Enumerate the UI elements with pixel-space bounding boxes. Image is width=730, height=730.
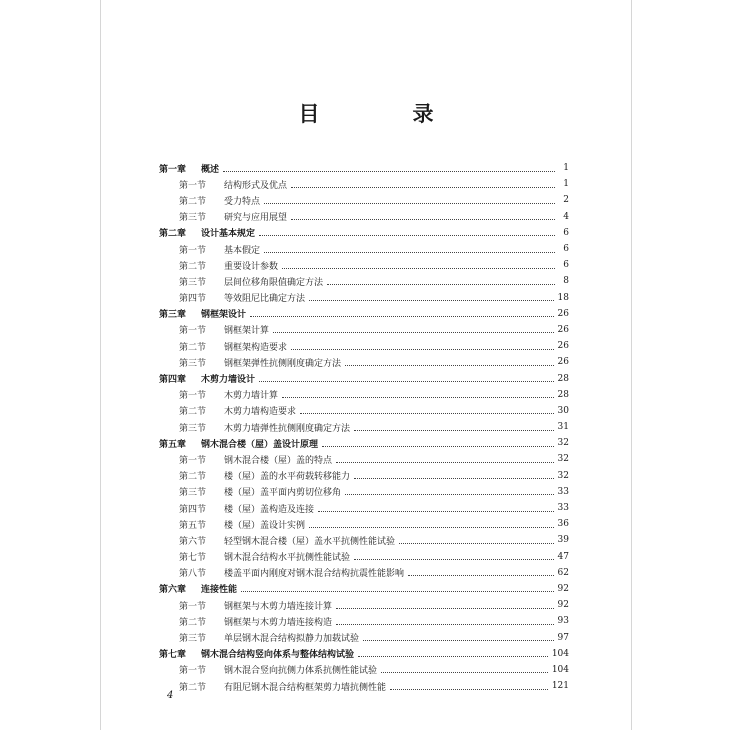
toc-entry-page: 4	[563, 211, 569, 222]
toc-entry-number: 第二节	[179, 196, 207, 207]
dot-leader	[327, 284, 555, 285]
toc-section-row	[159, 273, 569, 289]
toc-entry-page: 28	[557, 373, 569, 384]
toc-section-row	[159, 387, 569, 403]
toc-entry-number: 第五章	[159, 439, 187, 450]
toc-entry-title: 层间位移角限值确定方法	[224, 277, 324, 288]
toc-entry-number: 第四节	[179, 294, 207, 305]
toc-entry-page: 30	[557, 405, 569, 416]
toc-section-row	[159, 629, 569, 645]
toc-entry-number: 第六章	[159, 585, 187, 596]
toc-entry-title: 钢框架计算	[224, 326, 270, 337]
toc-entry-title: 概述	[201, 164, 220, 175]
dot-leader	[241, 591, 554, 592]
toc-section-row	[159, 176, 569, 192]
toc-entry-number: 第三章	[159, 310, 187, 321]
toc-section-row	[159, 322, 569, 338]
toc-section-row	[159, 662, 569, 678]
toc-entry-number: 第二节	[179, 342, 207, 353]
toc-section-row	[159, 484, 569, 500]
toc-entry-page: 93	[557, 616, 569, 627]
footer-page-number: 4	[167, 690, 174, 701]
toc-section-row	[159, 565, 569, 581]
toc-entry-page: 26	[557, 324, 569, 335]
dot-leader	[291, 219, 555, 220]
toc-entry-number: 第一节	[179, 180, 207, 191]
toc-section-row	[159, 257, 569, 273]
toc-entry-title: 钢框架弹性抗侧刚度确定方法	[224, 358, 342, 369]
toc-entry-number: 第五节	[179, 520, 207, 531]
dot-leader	[223, 171, 555, 172]
dot-leader	[354, 430, 554, 431]
toc-entry-page: 6	[563, 260, 569, 271]
dot-leader	[291, 349, 554, 350]
toc-entry-number: 第一节	[179, 455, 207, 466]
toc-entry-page: 33	[557, 486, 569, 497]
toc-entry-page: 26	[557, 341, 569, 352]
toc-chapter-row	[159, 306, 569, 322]
toc-entry-number: 第四章	[159, 375, 187, 386]
dot-leader	[345, 494, 554, 495]
dot-leader	[354, 559, 554, 560]
toc-entry-number: 第三节	[179, 423, 207, 434]
toc-entry-number: 第三节	[179, 634, 207, 645]
toc-entry-page: 33	[557, 503, 569, 514]
toc-entry-page: 28	[557, 389, 569, 400]
toc-section-row	[159, 451, 569, 467]
toc-entry-page: 6	[563, 227, 569, 238]
dot-leader	[309, 527, 554, 528]
dot-leader	[259, 381, 554, 382]
dot-leader	[336, 608, 554, 609]
dot-leader	[336, 462, 554, 463]
toc-entry-page: 92	[557, 583, 569, 594]
toc-section-row	[159, 500, 569, 516]
toc-entry-number: 第二节	[179, 407, 207, 418]
toc-entry-title: 重要设计参数	[224, 261, 279, 272]
toc-chapter-row	[159, 581, 569, 597]
dot-leader	[358, 656, 548, 657]
toc-entry-title: 楼（屋）盖平面内剪切位移角	[224, 488, 342, 499]
toc-entry-number: 第一章	[159, 164, 187, 175]
dot-leader	[259, 235, 555, 236]
dot-leader	[363, 640, 554, 641]
toc-section-row	[159, 192, 569, 208]
toc-section-row	[159, 209, 569, 225]
book-page	[100, 0, 632, 730]
toc-entry-page: 32	[557, 454, 569, 465]
toc-entry-page: 92	[557, 600, 569, 611]
toc-section-row	[159, 419, 569, 435]
dot-leader	[291, 187, 555, 188]
toc-entry-page: 104	[551, 664, 569, 675]
toc-entry-page: 1	[563, 163, 569, 174]
toc-entry-page: 47	[557, 551, 569, 562]
toc-entry-title: 钢木混合楼（屋）盖设计原理	[201, 439, 319, 450]
dot-leader	[390, 689, 548, 690]
toc-entry-title: 受力特点	[224, 196, 261, 207]
toc-chapter-row	[159, 225, 569, 241]
toc-section-row	[159, 241, 569, 257]
toc-entry-title: 木剪力墙计算	[224, 391, 279, 402]
toc-entry-number: 第一节	[179, 245, 207, 256]
toc-entry-page: 2	[563, 195, 569, 206]
toc-section-row	[159, 468, 569, 484]
toc-entry-number: 第一节	[179, 601, 207, 612]
toc-entry-title: 楼（屋）盖设计实例	[224, 520, 306, 531]
toc-entry-number: 第六节	[179, 536, 207, 547]
toc-entry-title: 单层钢木混合结构拟静力加载试验	[224, 634, 360, 645]
toc-entry-title: 木剪力墙设计	[201, 375, 256, 386]
dot-leader	[381, 672, 548, 673]
toc-entry-number: 第三节	[179, 213, 207, 224]
dot-leader	[300, 413, 554, 414]
toc-entry-number: 第四节	[179, 504, 207, 515]
toc-entry-title: 钢框架设计	[201, 310, 247, 321]
toc-entry-page: 26	[557, 308, 569, 319]
toc-entry-number: 第八节	[179, 569, 207, 580]
toc-section-row	[159, 597, 569, 613]
toc-entry-page: 6	[563, 244, 569, 255]
dot-leader	[336, 624, 554, 625]
toc-entry-title: 木剪力墙构造要求	[224, 407, 297, 418]
dot-leader	[354, 478, 554, 479]
dot-leader	[282, 397, 554, 398]
toc-entry-page: 104	[551, 648, 569, 659]
toc-entry-title: 设计基本规定	[201, 229, 256, 240]
toc-section-row	[159, 532, 569, 548]
toc-entry-title: 有阻尼钢木混合结构框架剪力墙抗侧性能	[224, 682, 387, 693]
toc-entry-number: 第三节	[179, 488, 207, 499]
toc-entry-title: 钢木混合竖向抗侧力体系抗侧性能试验	[224, 666, 378, 677]
toc-entry-page: 97	[557, 632, 569, 643]
toc-chapter-row	[159, 160, 569, 176]
toc-entry-title: 楼盖平面内刚度对钢木混合结构抗震性能影响	[224, 569, 405, 580]
toc-entry-page: 62	[557, 567, 569, 578]
dot-leader	[282, 268, 555, 269]
toc-entry-page: 121	[551, 681, 569, 692]
toc-entry-title: 木剪力墙弹性抗侧刚度确定方法	[224, 423, 351, 434]
toc-entry-number: 第一节	[179, 326, 207, 337]
toc-chapter-row	[159, 646, 569, 662]
toc-entry-number: 第二节	[179, 682, 207, 693]
toc-entry-page: 36	[557, 519, 569, 530]
toc-entry-number: 第三节	[179, 358, 207, 369]
toc-entry-page: 1	[563, 179, 569, 190]
toc-entry-number: 第二节	[179, 617, 207, 628]
toc-section-row	[159, 290, 569, 306]
toc-entry-title: 钢框架与木剪力墙连接计算	[224, 601, 333, 612]
toc-entry-number: 第二节	[179, 472, 207, 483]
toc-entry-title: 钢框架与木剪力墙连接构造	[224, 617, 333, 628]
toc-entry-page: 26	[557, 357, 569, 368]
dot-leader	[322, 446, 554, 447]
toc-entry-title: 连接性能	[201, 585, 238, 596]
toc-entry-page: 8	[563, 276, 569, 287]
toc-entry-page: 32	[557, 438, 569, 449]
toc-chapter-row	[159, 435, 569, 451]
toc-entry-title: 钢框架构造要求	[224, 342, 288, 353]
toc-section-row	[159, 338, 569, 354]
toc-section-row	[159, 613, 569, 629]
dot-leader	[408, 575, 554, 576]
toc-section-row	[159, 549, 569, 565]
toc-entry-title: 等效阻尼比确定方法	[224, 294, 306, 305]
toc-entry-title: 钢木混合结构竖向体系与整体结构试验	[201, 650, 355, 661]
toc-section-row	[159, 678, 569, 694]
toc-chapter-row	[159, 370, 569, 386]
toc-entry-title: 结构形式及优点	[224, 180, 288, 191]
toc-entry-title: 基本假定	[224, 245, 261, 256]
toc-entry-number: 第二节	[179, 261, 207, 272]
toc-entry-title: 钢木混合结构水平抗侧性能试验	[224, 553, 351, 564]
toc-section-row	[159, 354, 569, 370]
toc-entry-title: 楼（屋）盖的水平荷载转移能力	[224, 472, 351, 483]
toc-entry-page: 32	[557, 470, 569, 481]
dot-leader	[273, 332, 554, 333]
table-of-contents	[159, 160, 569, 694]
dot-leader	[318, 511, 554, 512]
toc-entry-title: 钢木混合楼（屋）盖的特点	[224, 455, 333, 466]
toc-entry-number: 第二章	[159, 229, 187, 240]
dot-leader	[309, 300, 554, 301]
toc-entry-title: 楼（屋）盖构造及连接	[224, 504, 315, 515]
toc-section-row	[159, 403, 569, 419]
dot-leader	[399, 543, 554, 544]
dot-leader	[345, 365, 554, 366]
dot-leader	[250, 316, 554, 317]
toc-section-row	[159, 516, 569, 532]
toc-entry-number: 第一节	[179, 666, 207, 677]
toc-entry-number: 第七章	[159, 650, 187, 661]
dot-leader	[264, 203, 555, 204]
toc-entry-page: 18	[557, 292, 569, 303]
dot-leader	[264, 252, 555, 253]
toc-entry-title: 轻型钢木混合楼（屋）盖水平抗侧性能试验	[224, 536, 396, 547]
page-title: 目 录	[298, 102, 470, 126]
toc-entry-page: 31	[557, 422, 569, 433]
toc-entry-title: 研究与应用展望	[224, 213, 288, 224]
toc-entry-number: 第七节	[179, 553, 207, 564]
toc-entry-number: 第一节	[179, 391, 207, 402]
toc-entry-page: 39	[557, 535, 569, 546]
toc-entry-number: 第三节	[179, 277, 207, 288]
